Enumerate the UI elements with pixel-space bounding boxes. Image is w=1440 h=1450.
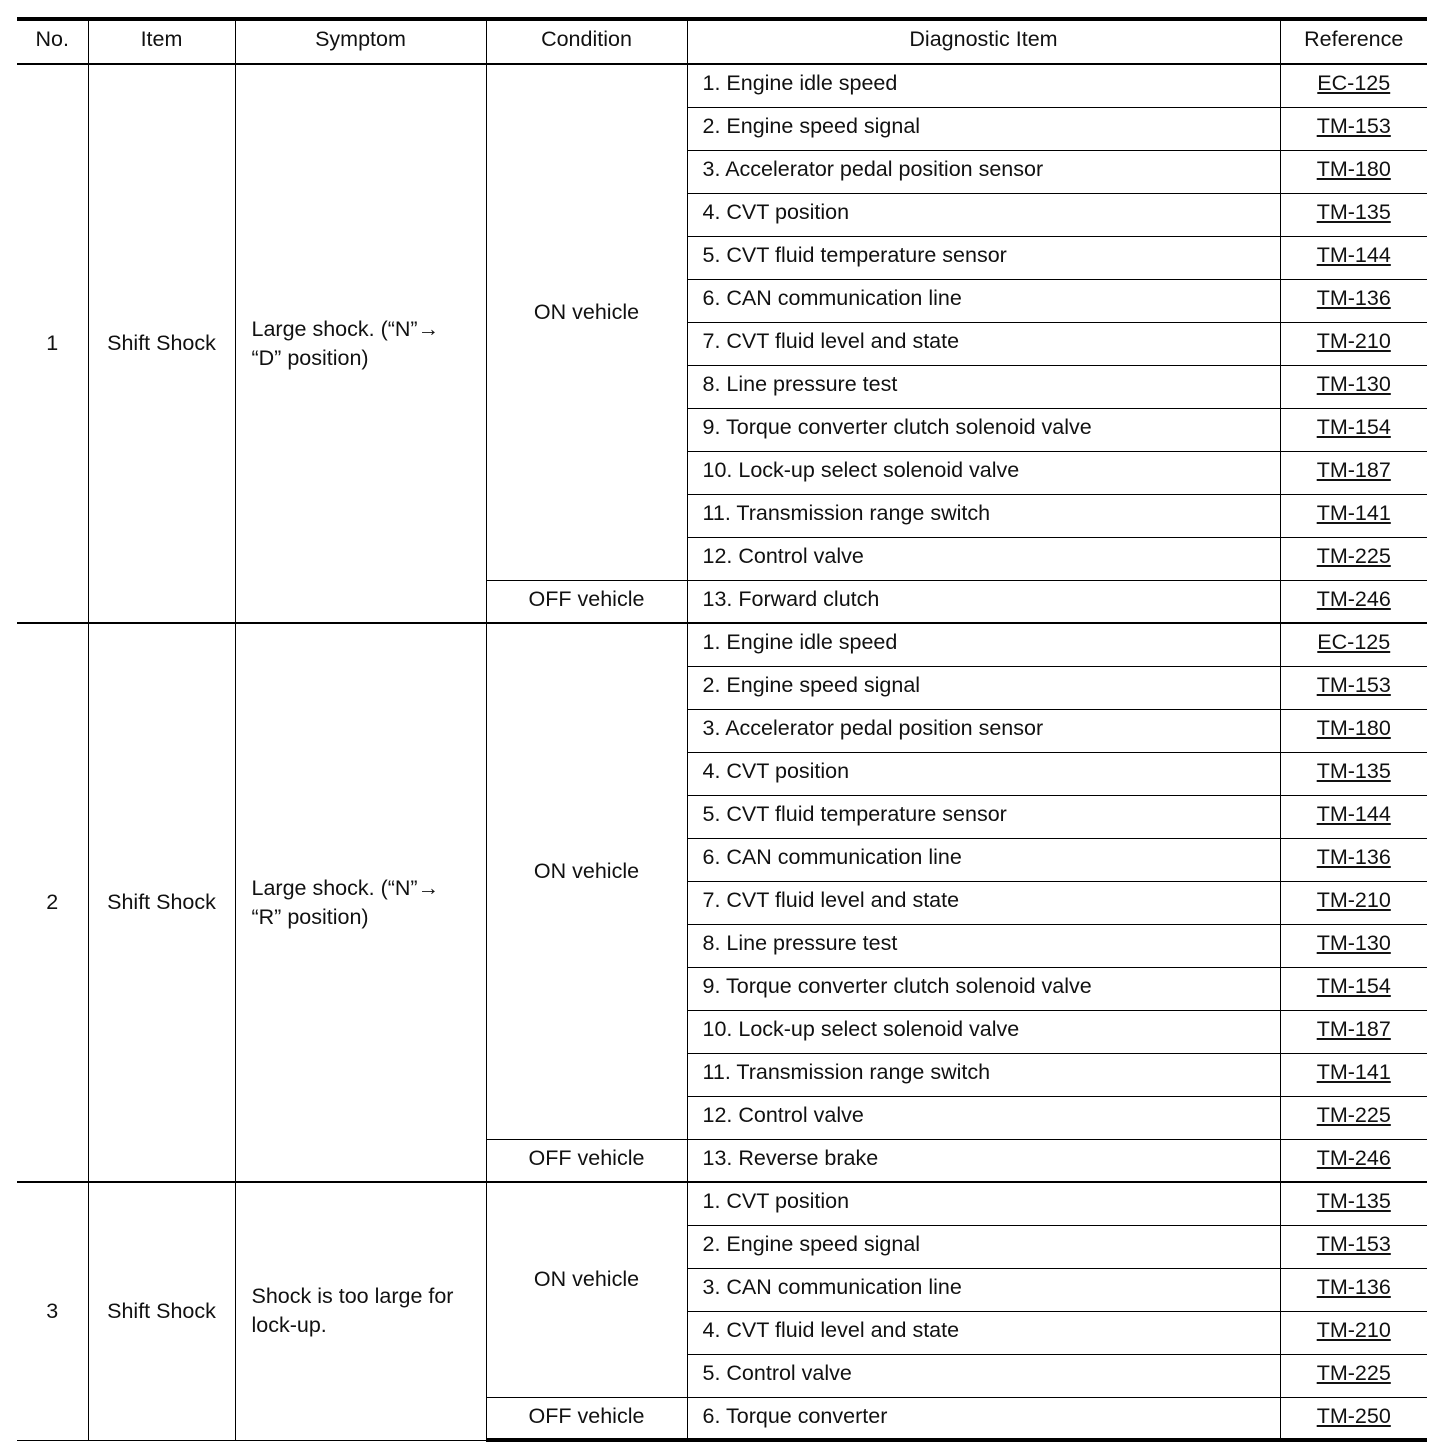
table-body xyxy=(17,64,1427,1440)
symptom-line: Large shock. (“N”→ xyxy=(251,316,440,341)
diagnostic-item: 1. CVT position xyxy=(687,1182,1280,1225)
diagnostic-item: 4. CVT fluid level and state xyxy=(687,1311,1280,1354)
reference-link[interactable]: TM-136 xyxy=(1316,285,1391,310)
reference-cell xyxy=(1280,537,1427,580)
diagnostic-item: 11. Transmission range switch xyxy=(687,494,1280,537)
reference-link[interactable]: TM-135 xyxy=(1316,758,1391,783)
reference-link[interactable]: TM-141 xyxy=(1316,500,1391,525)
item-cell: Shift Shock xyxy=(88,623,235,1182)
table-row xyxy=(17,1182,1427,1225)
diagnostic-item: 12. Control valve xyxy=(687,1096,1280,1139)
reference-link[interactable]: EC-125 xyxy=(1317,71,1391,95)
reference-cell xyxy=(1280,1053,1427,1096)
condition-on-vehicle: ON vehicle xyxy=(486,64,687,580)
reference-link[interactable]: TM-154 xyxy=(1316,414,1391,439)
reference-link[interactable]: TM-225 xyxy=(1316,543,1391,568)
symptom-line: Large shock. (“N”→ xyxy=(251,875,440,900)
reference-cell xyxy=(1280,795,1427,838)
reference-cell xyxy=(1280,1268,1427,1311)
reference-cell xyxy=(1280,623,1427,666)
diagnostic-item: 2. Engine speed signal xyxy=(687,666,1280,709)
diagnostic-item: 3. CAN communication line xyxy=(687,1268,1280,1311)
diagnostic-item: 3. Accelerator pedal position sensor xyxy=(687,709,1280,752)
reference-link[interactable]: TM-153 xyxy=(1316,672,1391,697)
diagnostic-item: 6. CAN communication line xyxy=(687,838,1280,881)
diagnostic-item: 5. Control valve xyxy=(687,1354,1280,1397)
header-row xyxy=(17,19,1427,64)
diagnostic-item: 2. Engine speed signal xyxy=(687,1225,1280,1268)
reference-cell xyxy=(1280,107,1427,150)
reference-link[interactable]: TM-210 xyxy=(1316,1317,1391,1342)
diagnostic-item: 8. Line pressure test xyxy=(687,365,1280,408)
diagnostic-item: 5. CVT fluid temperature sensor xyxy=(687,236,1280,279)
reference-cell xyxy=(1280,365,1427,408)
reference-cell xyxy=(1280,1311,1427,1354)
reference-link[interactable]: TM-250 xyxy=(1316,1403,1391,1428)
symptom-cell xyxy=(235,623,486,1182)
table-header xyxy=(17,19,1427,64)
reference-link[interactable]: TM-180 xyxy=(1316,715,1391,740)
diagnostic-item: 5. CVT fluid temperature sensor xyxy=(687,795,1280,838)
reference-cell xyxy=(1280,666,1427,709)
reference-cell xyxy=(1280,150,1427,193)
diagnostic-item: 12. Control valve xyxy=(687,537,1280,580)
diagnostic-item: 4. CVT position xyxy=(687,752,1280,795)
diagnostic-item: 13. Forward clutch xyxy=(687,580,1280,623)
diagnostic-item: 1. Engine idle speed xyxy=(687,623,1280,666)
symptom-line: “D” position) xyxy=(251,345,369,370)
reference-cell xyxy=(1280,580,1427,623)
diagnostic-item: 8. Line pressure test xyxy=(687,924,1280,967)
item-cell: Shift Shock xyxy=(88,64,235,623)
reference-link[interactable]: TM-144 xyxy=(1316,242,1391,267)
diagnostic-item: 6. CAN communication line xyxy=(687,279,1280,322)
reference-link[interactable]: TM-210 xyxy=(1316,887,1391,912)
reference-cell xyxy=(1280,1225,1427,1268)
table-row xyxy=(17,623,1427,666)
reference-link[interactable]: TM-225 xyxy=(1316,1360,1391,1385)
header-reference: Reference xyxy=(1280,19,1427,64)
row-number: 3 xyxy=(17,1182,88,1440)
reference-cell xyxy=(1280,64,1427,107)
reference-cell xyxy=(1280,1182,1427,1225)
reference-link[interactable]: TM-180 xyxy=(1316,156,1391,181)
header-condition: Condition xyxy=(486,19,687,64)
reference-link[interactable]: TM-153 xyxy=(1316,113,1391,138)
reference-cell xyxy=(1280,451,1427,494)
reference-cell xyxy=(1280,1397,1427,1440)
condition-on-vehicle: ON vehicle xyxy=(486,1182,687,1397)
symptom-cell xyxy=(235,64,486,623)
reference-cell xyxy=(1280,279,1427,322)
diagnostic-item: 1. Engine idle speed xyxy=(687,64,1280,107)
diagnostic-item: 4. CVT position xyxy=(687,193,1280,236)
reference-link[interactable]: TM-136 xyxy=(1316,844,1391,869)
reference-cell xyxy=(1280,752,1427,795)
reference-link[interactable]: EC-125 xyxy=(1317,630,1391,654)
reference-cell xyxy=(1280,1096,1427,1139)
row-number: 2 xyxy=(17,623,88,1182)
reference-link[interactable]: TM-135 xyxy=(1316,1189,1391,1213)
reference-cell xyxy=(1280,967,1427,1010)
reference-link[interactable]: TM-225 xyxy=(1316,1102,1391,1127)
reference-link[interactable]: TM-130 xyxy=(1316,371,1391,396)
symptom-line: “R” position) xyxy=(251,904,369,929)
reference-cell xyxy=(1280,1139,1427,1182)
reference-link[interactable]: TM-246 xyxy=(1316,586,1391,611)
diagnostic-item: 7. CVT fluid level and state xyxy=(687,322,1280,365)
symptom-line: lock-up. xyxy=(251,1313,327,1338)
header-diagnostic-item: Diagnostic Item xyxy=(687,19,1280,64)
reference-cell xyxy=(1280,924,1427,967)
reference-link[interactable]: TM-153 xyxy=(1316,1231,1391,1256)
reference-link[interactable]: TM-154 xyxy=(1316,973,1391,998)
diagnostic-item: 6. Torque converter xyxy=(687,1397,1280,1440)
item-cell: Shift Shock xyxy=(88,1182,235,1440)
reference-link[interactable]: TM-130 xyxy=(1316,930,1391,955)
reference-cell xyxy=(1280,193,1427,236)
reference-link[interactable]: TM-187 xyxy=(1316,1016,1391,1041)
reference-cell xyxy=(1280,1354,1427,1397)
table-row xyxy=(17,64,1427,107)
condition-off-vehicle: OFF vehicle xyxy=(486,1397,687,1440)
reference-link[interactable]: TM-210 xyxy=(1316,328,1391,353)
reference-cell xyxy=(1280,408,1427,451)
diagnostic-item: 2. Engine speed signal xyxy=(687,107,1280,150)
reference-cell xyxy=(1280,709,1427,752)
condition-off-vehicle: OFF vehicle xyxy=(486,1139,687,1182)
reference-link[interactable]: TM-246 xyxy=(1316,1145,1391,1170)
diagnostic-item: 10. Lock-up select solenoid valve xyxy=(687,1010,1280,1053)
header-no: No. xyxy=(17,19,88,64)
reference-cell xyxy=(1280,494,1427,537)
diagnostic-item: 10. Lock-up select solenoid valve xyxy=(687,451,1280,494)
reference-link[interactable]: TM-144 xyxy=(1316,801,1391,826)
diagnostic-item: 3. Accelerator pedal position sensor xyxy=(687,150,1280,193)
reference-cell xyxy=(1280,1010,1427,1053)
diagnostic-item: 7. CVT fluid level and state xyxy=(687,881,1280,924)
symptom-line: Shock is too large for xyxy=(251,1284,454,1309)
diagnostic-item: 11. Transmission range switch xyxy=(687,1053,1280,1096)
header-item: Item xyxy=(88,19,235,64)
reference-cell xyxy=(1280,236,1427,279)
reference-link[interactable]: TM-135 xyxy=(1316,199,1391,224)
reference-link[interactable]: TM-187 xyxy=(1316,457,1391,482)
symptom-cell xyxy=(235,1182,486,1440)
reference-cell xyxy=(1280,322,1427,365)
reference-link[interactable]: TM-136 xyxy=(1316,1274,1391,1299)
diagnostic-item: 13. Reverse brake xyxy=(687,1139,1280,1182)
header-symptom: Symptom xyxy=(235,19,486,64)
row-number: 1 xyxy=(17,64,88,623)
reference-cell xyxy=(1280,881,1427,924)
diagnosis-table xyxy=(17,17,1427,1442)
reference-cell xyxy=(1280,838,1427,881)
condition-on-vehicle: ON vehicle xyxy=(486,623,687,1139)
diagnostic-item: 9. Torque converter clutch solenoid valve xyxy=(687,408,1280,451)
diagnostic-item: 9. Torque converter clutch solenoid valve xyxy=(687,967,1280,1010)
condition-off-vehicle: OFF vehicle xyxy=(486,580,687,623)
reference-link[interactable]: TM-141 xyxy=(1316,1059,1391,1084)
